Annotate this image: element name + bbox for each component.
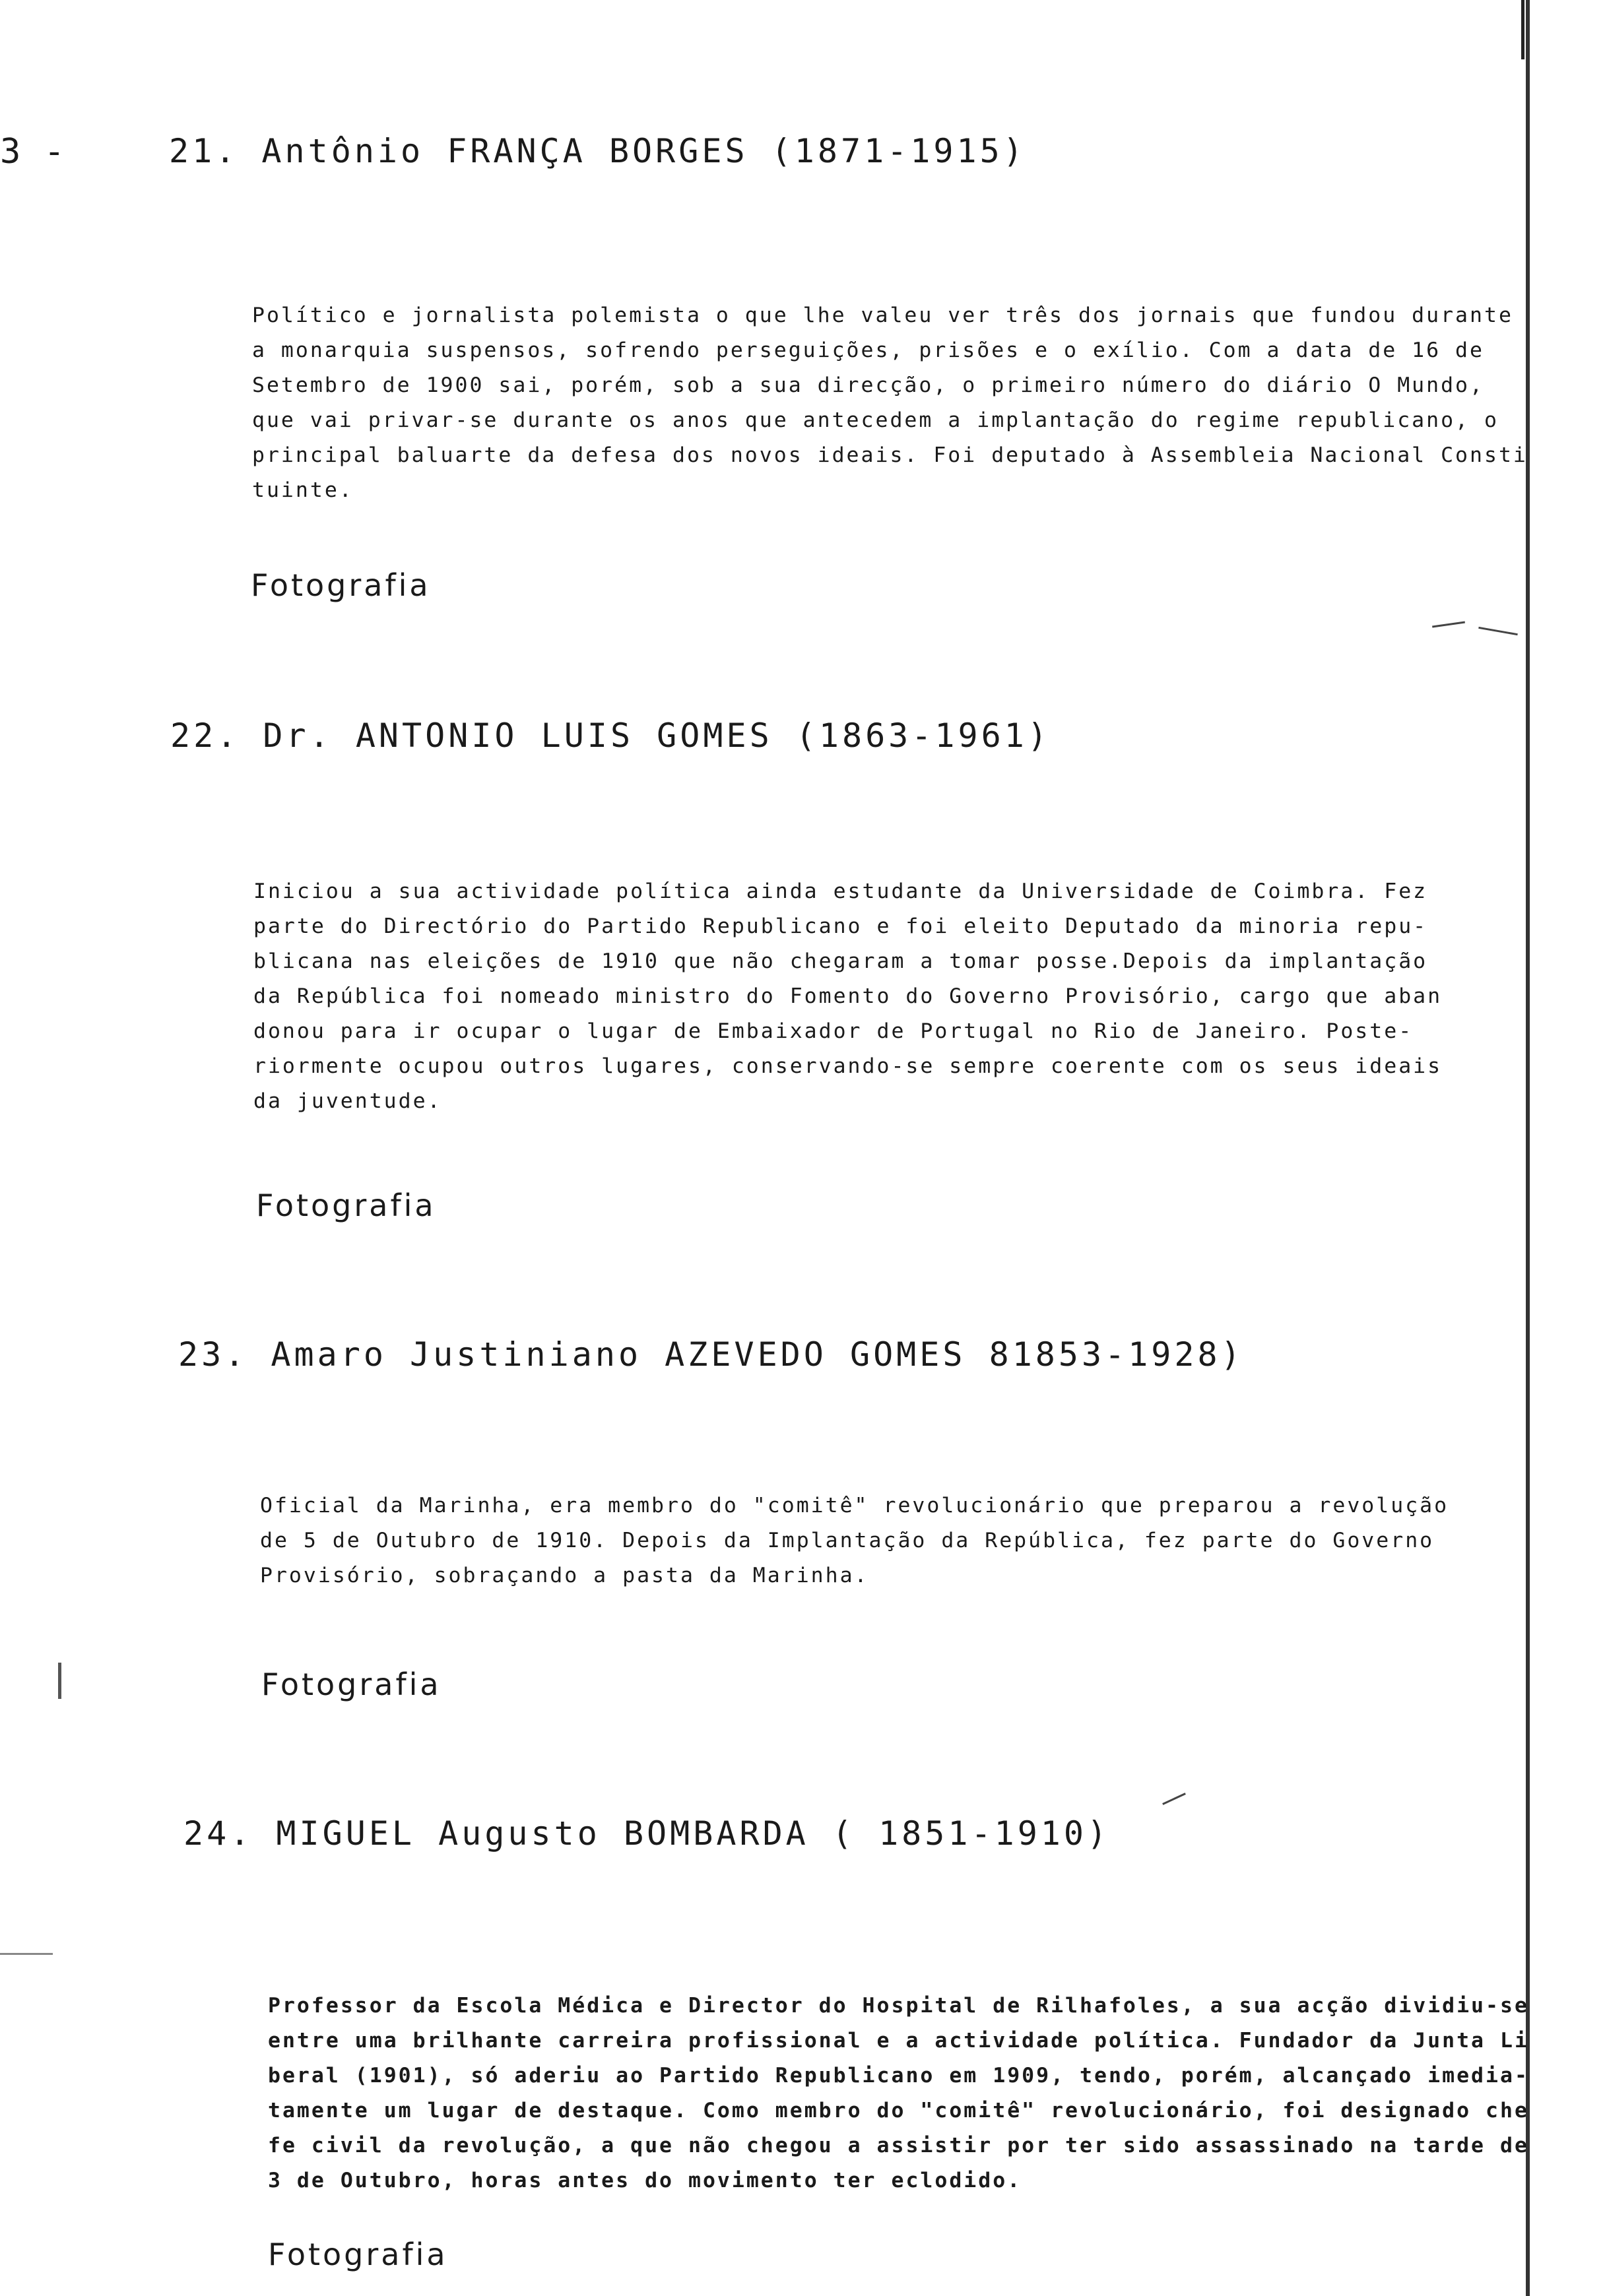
entry-heading: 21. Antônio FRANÇA BORGES (1871-1915)	[169, 132, 1026, 170]
page-marker: 3 -	[0, 132, 66, 172]
photo-placeholder: Fotografia	[251, 567, 431, 603]
paragraph-line: da juventude.	[253, 1089, 442, 1113]
scan-mark	[1432, 622, 1465, 628]
paragraph-line: tamente um lugar de destaque. Como membro do "comitê" revolucionário, foi designado che	[268, 2099, 1529, 2122]
paragraph-line: entre uma brilhante carreira profissional e a actividade política. Fundador da Junta Li	[268, 2029, 1529, 2053]
entry-paragraph	[268, 1989, 1529, 2198]
photo-placeholder: Fotografia	[261, 1667, 442, 1702]
paragraph-line: Oficial da Marinha, era membro do "comitê" revolucionário que preparou a revolução	[260, 1494, 1449, 1517]
paragraph-line: de 5 de Outubro de 1910. Depois da Implantação da República, fez parte do Governo	[260, 1529, 1435, 1552]
scan-edge-mark	[1521, 0, 1524, 59]
paragraph-line: Provisório, sobraçando a pasta da Marinha.	[260, 1564, 869, 1587]
paragraph-line: blicana nas eleições de 1910 que não chegaram a tomar posse.Depois da implantação	[253, 949, 1428, 973]
entry-heading: 23. Amaro Justiniano AZEVEDO GOMES 81853-1928)	[178, 1335, 1244, 1374]
entry-heading: 24. MIGUEL Augusto BOMBARDA ( 1851-1910)	[183, 1814, 1111, 1853]
paragraph-line: Iniciou a sua actividade política ainda estudante da Universidade de Coimbra. Fez	[253, 879, 1428, 903]
paragraph-line: parte do Directório do Partido Republicano e foi eleito Deputado da minoria repu-	[253, 914, 1428, 938]
photo-placeholder: Fotografia	[256, 1188, 436, 1223]
paragraph-line: que vai privar-se durante os anos que antecedem a implantação do regime republicano, o	[252, 408, 1499, 432]
entry-paragraph	[253, 874, 1442, 1119]
paragraph-line: a monarquia suspensos, sofrendo perseguições, prisões e o exílio. Com a data de 16 de	[252, 338, 1484, 362]
scan-mark	[1162, 1793, 1186, 1805]
entry-paragraph	[252, 298, 1528, 508]
paragraph-line: da República foi nomeado ministro do Fomento do Governo Provisório, cargo que aban	[253, 984, 1443, 1008]
scan-mark	[1478, 627, 1518, 635]
paragraph-line: beral (1901), só aderiu ao Partido Republicano em 1909, tendo, porém, alcançado imedia-	[268, 2064, 1529, 2088]
paragraph-line: Professor da Escola Médica e Director do Hospital de Rilhafoles, a sua acção dividiu-se	[268, 1994, 1529, 2018]
scan-mark	[58, 1663, 61, 1699]
paragraph-line: tuinte.	[252, 478, 354, 502]
paragraph-line: fe civil da revolução, a que não chegou a assistir por ter sido assassinado na tarde de	[268, 2134, 1529, 2157]
paragraph-line: riormente ocupou outros lugares, conservando-se sempre coerente com os seus ideais	[253, 1054, 1443, 1078]
paragraph-line: donou para ir ocupar o lugar de Embaixador de Portugal no Rio de Janeiro. Poste-	[253, 1019, 1414, 1043]
photo-placeholder: Fotografia	[268, 2237, 448, 2272]
entry-paragraph	[260, 1488, 1449, 1593]
paragraph-line: Político e jornalista polemista o que lhe valeu ver três dos jornais que fundou durante	[252, 303, 1513, 327]
paragraph-line: Setembro de 1900 sai, porém, sob a sua direcção, o primeiro número do diário O Mundo,	[252, 373, 1484, 397]
paragraph-line: principal baluarte da defesa dos novos ideais. Foi deputado à Assembleia Nacional Consti	[252, 443, 1528, 467]
scan-mark	[0, 1953, 53, 1955]
paragraph-line: 3 de Outubro, horas antes do movimento ter eclodido.	[268, 2169, 1022, 2192]
entry-heading: 22. Dr. ANTONIO LUIS GOMES (1863-1961)	[170, 717, 1051, 755]
